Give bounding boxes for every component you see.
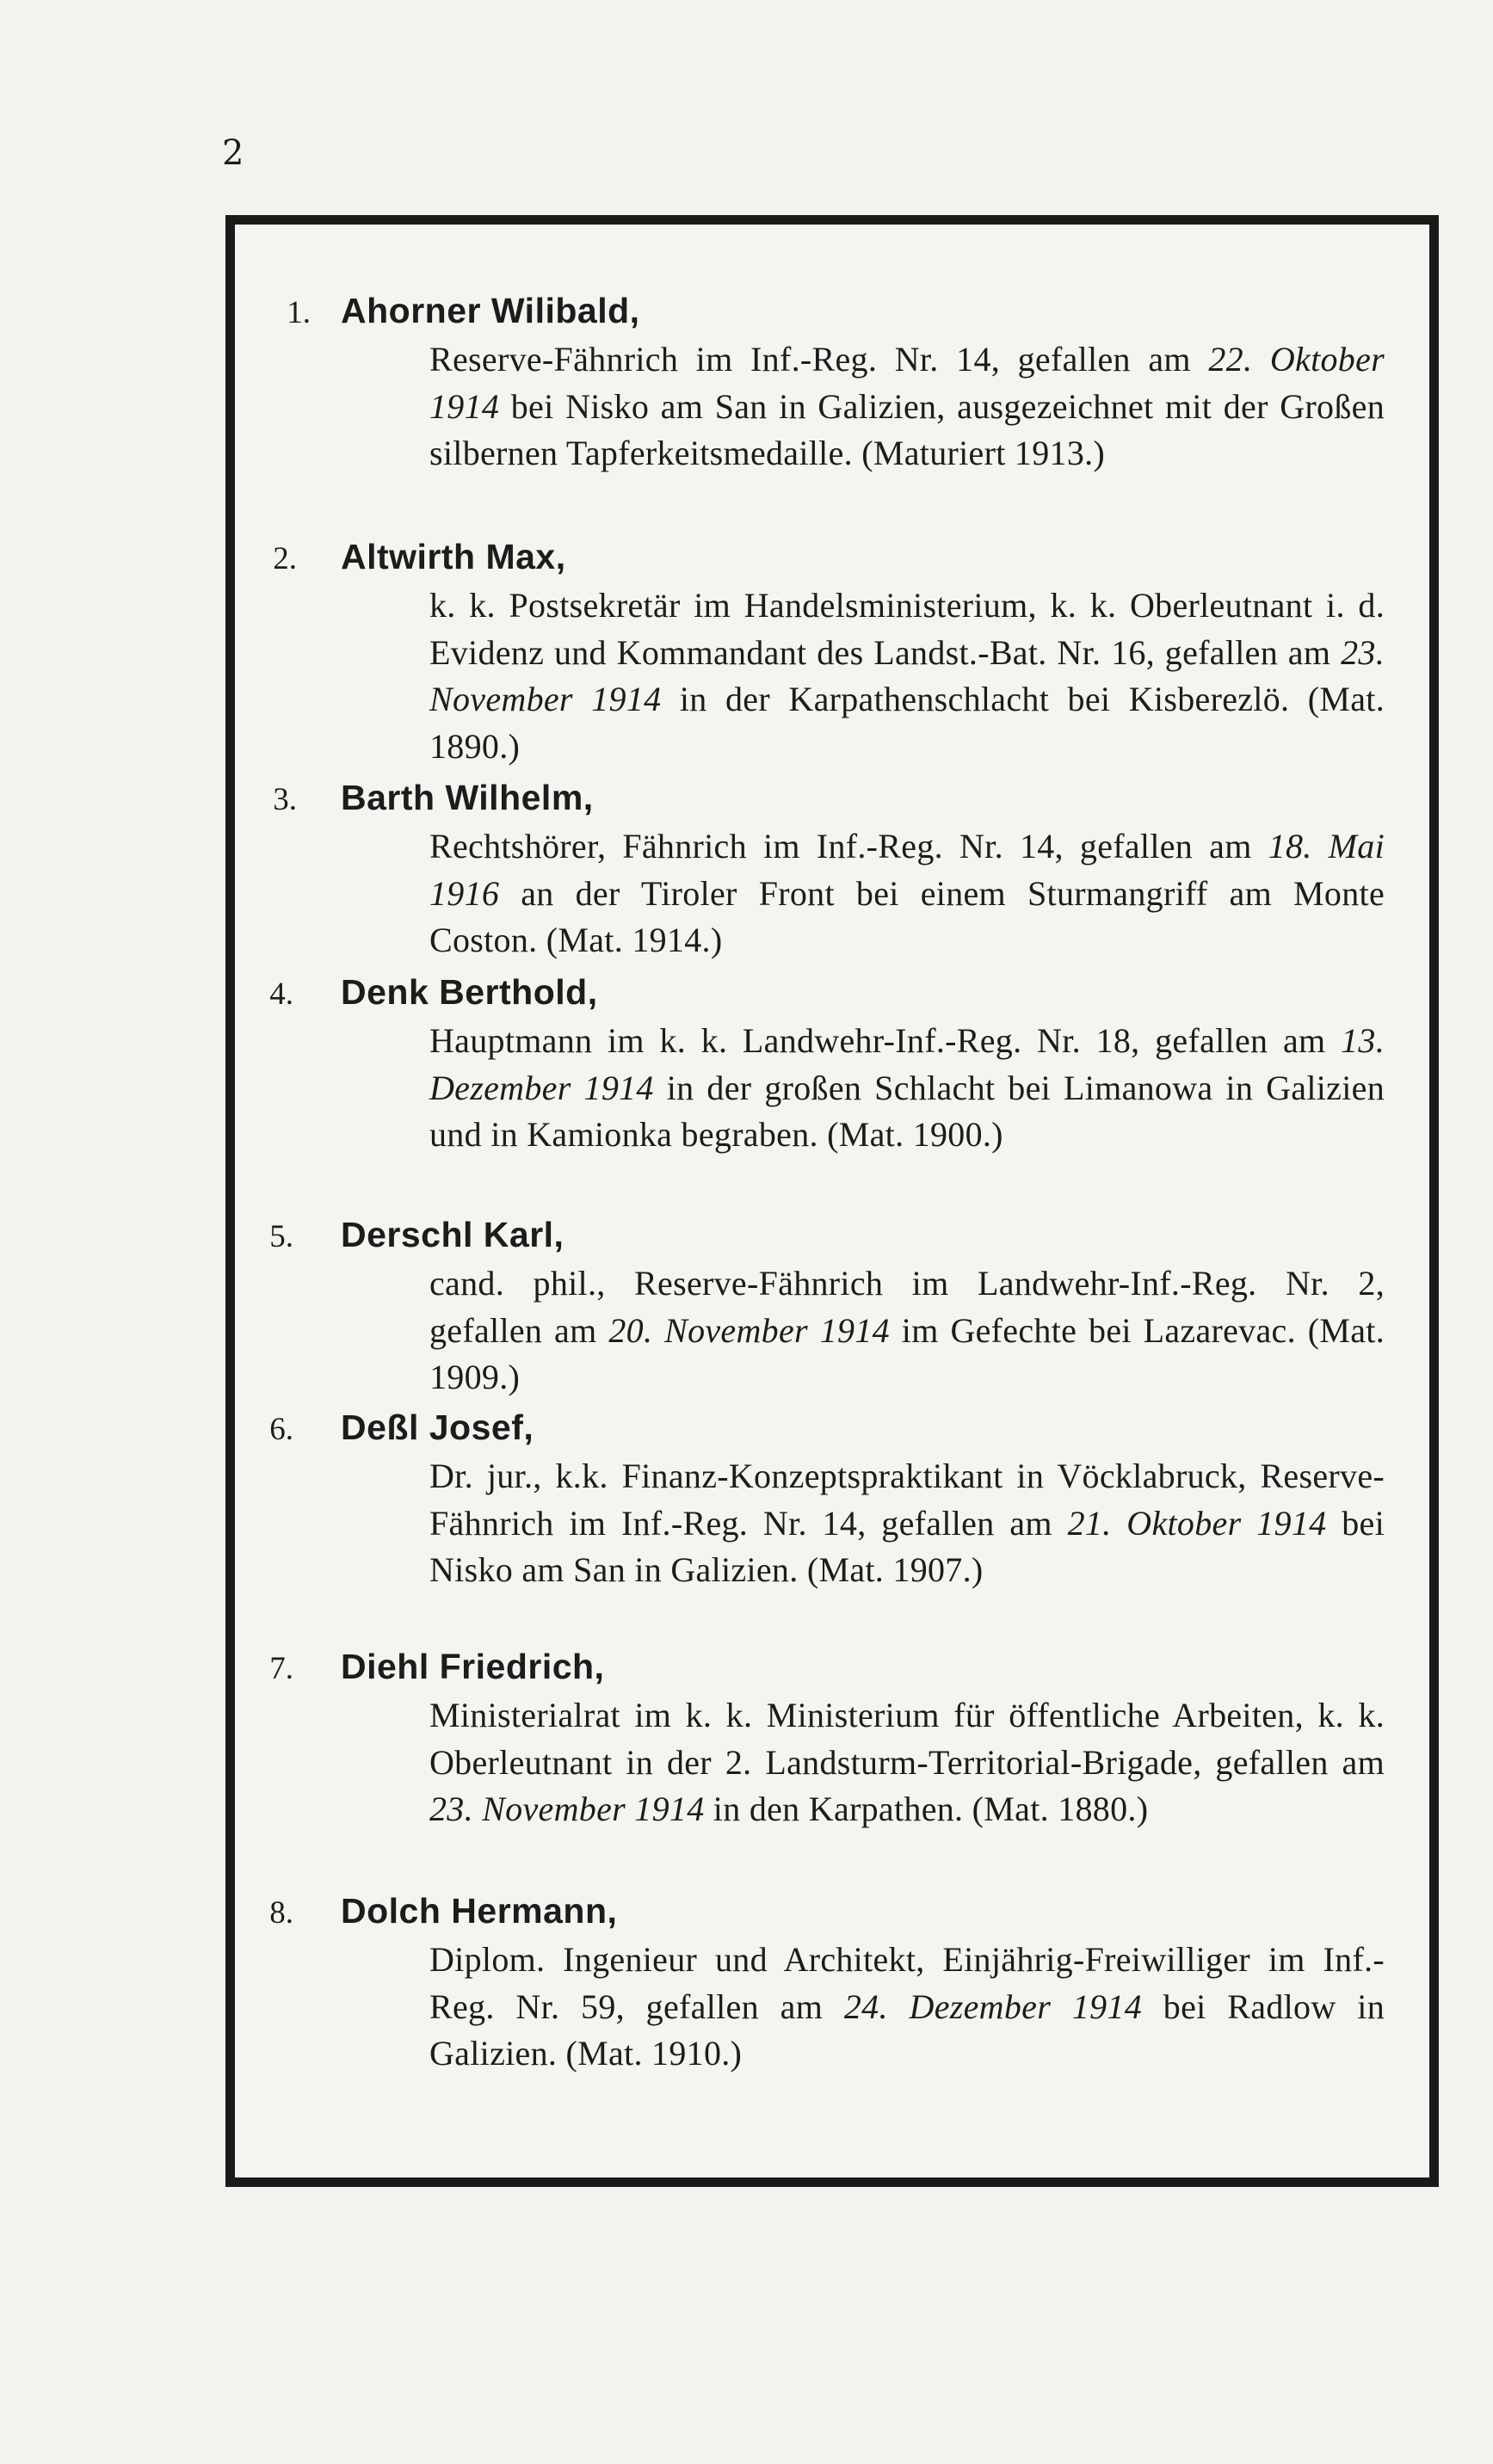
entry-number: 6. (269, 1412, 293, 1447)
entry-text-before: Diplom. Ingenieur und Architekt, Einjährig-Freiwilliger im Inf.-Reg. Nr. 59, gefallen am (429, 1940, 1385, 2026)
entry-text-before: Hauptmann im k. k. Landwehr-Inf.-Reg. Nr. 18, gefallen am (429, 1021, 1342, 1060)
entry-text (429, 823, 1385, 964)
entry-name: Diehl Friedrich, (341, 1647, 605, 1686)
entry-date: 22. Oktober 1914 (429, 340, 1385, 426)
entry-text-before: Rechtshörer, Fähnrich im Inf.-Reg. Nr. 14, gefallen am (429, 827, 1268, 865)
entry-text-after: bei Nisko am San in Galizien. (Mat. 1907.) (429, 1503, 1385, 1589)
entry-date: 21. Oktober 1914 (1067, 1503, 1327, 1543)
entry-name: Dolch Hermann, (341, 1891, 618, 1931)
entry-text (429, 1453, 1385, 1594)
entry-number: 5. (269, 1219, 293, 1254)
entry-text-after: in den Karpathen. (Mat. 1880.) (704, 1789, 1149, 1828)
page-number: 2 (222, 133, 244, 173)
entry-name: Barth Wilhelm, (341, 778, 594, 817)
entry-text (429, 1018, 1385, 1159)
entry-name: Altwirth Max, (341, 537, 566, 576)
entry-text-before: Reserve-Fähnrich im Inf.-Reg. Nr. 14, gefallen am (429, 340, 1209, 379)
entry-text-before: Dr. jur., k.k. Finanz-Konzeptspraktikant in Vöcklabruck, Reserve-Fähnrich im Inf.-Reg. Nr. 14, gefallen am (429, 1457, 1385, 1543)
entry-text-before: k. k. Postsekretär im Handelsministerium, k. k. Oberleutnant i. d. Evidenz und Kommandant des Landst.-Bat. Nr. 16, gefallen am (429, 586, 1385, 672)
entry-name: Derschl Karl, (341, 1215, 565, 1254)
entry-text (429, 336, 1385, 477)
entry-name: Ahorner Wilibald, (341, 291, 640, 330)
entry-text (429, 582, 1385, 770)
entry-number: 2. (273, 541, 297, 576)
entry-number: 8. (269, 1895, 293, 1931)
entry-name: Deßl Josef, (341, 1408, 534, 1447)
entry-number: 3. (273, 782, 297, 817)
entry-text-after: im Gefechte bei Lazarevac. (Mat. 1909.) (429, 1310, 1385, 1396)
entry-date: 18. Mai 1916 (429, 827, 1385, 913)
entry-text-after: bei Radlow in Galizien. (Mat. 1910.) (429, 1987, 1385, 2073)
entry-text (429, 1937, 1385, 2078)
entry-date: 23. November 1914 (429, 632, 1385, 718)
entry-number: 1. (287, 295, 311, 330)
entry-text-after: bei Nisko am San in Galizien, ausgezeichnet mit der Großen silbernen Tapferkeitsmedaille. (Maturiert 1913.) (429, 386, 1385, 472)
entry-text-before: cand. phil., Reserve-Fähnrich im Landwehr-Inf.-Reg. Nr. 2, gefallen am (429, 1264, 1385, 1350)
entry-text-before: Ministerialrat im k. k. Ministerium für öffentliche Arbeiten, k. k. Oberleutnant in der 2. Landsturm-Territorial-Brigade, gefallen am (429, 1696, 1385, 1782)
entry-name: Denk Berthold, (341, 972, 598, 1012)
entry-text-after: in der großen Schlacht bei Limanowa in Galizien und in Kamionka begraben. (Mat. 1900.) (429, 1068, 1385, 1154)
entry-text (429, 1692, 1385, 1833)
entry-date: 20. November 1914 (608, 1310, 890, 1350)
entry-text-after: in der Karpathenschlacht bei Kisberezlö. (Mat. 1890.) (429, 680, 1385, 766)
entry-number: 7. (269, 1651, 293, 1686)
entry-date: 23. November 1914 (429, 1789, 705, 1828)
entry-number: 4. (269, 976, 293, 1012)
mourning-frame (225, 215, 1439, 2187)
entry-date: 13. Dezember 1914 (429, 1021, 1385, 1107)
entry-date: 24. Dezember 1914 (843, 1987, 1143, 2026)
entry-text (429, 1260, 1385, 1401)
entry-text-after: an der Tiroler Front bei einem Sturmangriff am Monte Coston. (Mat. 1914.) (429, 873, 1385, 959)
